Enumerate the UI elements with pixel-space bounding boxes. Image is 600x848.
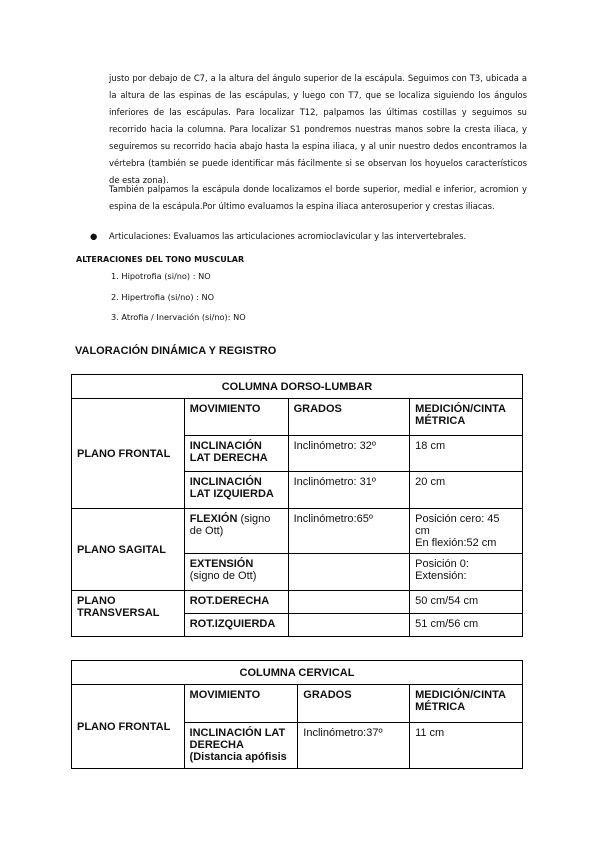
tone-item-2: 2. Hipertrofia (si/no) : NO <box>111 292 215 302</box>
table-title: COLUMNA DORSO-LUMBAR <box>72 375 523 399</box>
tone-item-3: 3. Atrofia / Inervación (si/no): NO <box>111 312 246 322</box>
degrees-cell <box>288 591 410 614</box>
movement-cell: INCLINACIÓN LAT IZQUIERDA <box>184 472 288 509</box>
measure-cell: 20 cm <box>410 472 523 509</box>
movement-cell <box>184 723 298 769</box>
measure-line-1: Posición cero: 45 cm <box>415 513 500 537</box>
movement-cell: ROT.DERECHA <box>184 591 288 614</box>
measure-cell: 51 cm/56 cm <box>410 614 523 637</box>
degrees-cell: Inclinómetro: 31º <box>288 472 410 509</box>
measure-line-2: Extensión: <box>415 570 467 582</box>
measure-line-2: En flexión:52 cm <box>415 537 497 549</box>
header-medicion: MEDICIÓN/CINTA MÉTRICA <box>410 399 523 436</box>
movement-cell <box>184 554 288 591</box>
movement-note: (signo de Ott) <box>189 513 271 537</box>
degrees-cell: Inclinómetro: 32º <box>288 436 410 472</box>
plane-sagital-label: PLANO SAGITAL <box>72 509 185 591</box>
movement-name: EXTENSIÓN <box>189 558 254 570</box>
paragraph-vertebrae-palpation: justo por debajo de C7, a la altura del ángulo superior de la escápula. Seguimos con T3, ubicada a la altura de las espinas de las escápulas, y luego con T7, que se localiza siguiendo los ángulos inferiores de las escápulas. Para localizar T12, palpamos las últimas costillas y seguimos su recorrido hacia la columna. Para localizar S1 pondremos nuestras manos sobre la cresta iliaca, y seguiremos su recorrido hacia abajo hasta la espina iliaca, y al unir nuestro dedos encontramos la vértebra (también se puede identificar más fácilmente si se observan los hoyuelos característicos de esta zona). <box>109 73 527 185</box>
tone-item-1: 1. Hipotrofia (si/no) : NO <box>111 271 211 281</box>
table-row <box>72 591 523 614</box>
measure-cell: 11 cm <box>410 723 523 769</box>
movement-name: FLEXIÓN <box>189 513 238 525</box>
bullet-text: Articulaciones: Evaluamos las articulaciones acromioclavicular y las intervertebrales. <box>109 231 467 241</box>
degrees-cell: Inclinómetro:37º <box>298 723 410 769</box>
section-heading: VALORACIÓN DINÁMICA Y REGISTRO <box>75 345 277 357</box>
header-movimiento: MOVIMIENTO <box>184 685 298 723</box>
degrees-cell <box>288 614 410 637</box>
degrees-cell: Inclinómetro:65º <box>288 509 410 554</box>
plane-frontal-label: PLANO FRONTAL <box>72 399 185 509</box>
movement-name: INCLINACIÓN LAT DERECHA <box>189 727 286 751</box>
movement-note: (signo de Ott) <box>189 570 257 582</box>
header-grados: GRADOS <box>298 685 410 723</box>
degrees-cell <box>288 554 410 591</box>
table-dorso-lumbar <box>71 374 523 637</box>
plane-transversal-label: PLANO TRANSVERSAL <box>72 591 185 637</box>
measure-cell: 18 cm <box>410 436 523 472</box>
plane-frontal-label: PLANO FRONTAL <box>72 685 185 769</box>
bullet-icon: ● <box>90 231 98 241</box>
measure-cell <box>410 509 523 554</box>
measure-cell: 50 cm/54 cm <box>410 591 523 614</box>
bullet-articulations <box>90 230 466 243</box>
header-movimiento: MOVIMIENTO <box>184 399 288 436</box>
movement-cell: ROT.IZQUIERDA <box>184 614 288 637</box>
table-cervical <box>71 660 523 769</box>
header-medicion: MEDICIÓN/CINTA MÉTRICA <box>410 685 523 723</box>
movement-cell <box>184 509 288 554</box>
measure-cell <box>410 554 523 591</box>
movement-cell: INCLINACIÓN LAT DERECHA <box>184 436 288 472</box>
measure-line-1: Posición 0: <box>415 558 469 570</box>
table-row <box>72 509 523 554</box>
movement-note: (Distancia apófisis <box>189 751 287 763</box>
header-grados: GRADOS <box>288 399 410 436</box>
tone-heading: ALTERACIONES DEL TONO MUSCULAR <box>76 255 245 264</box>
table-title: COLUMNA CERVICAL <box>72 661 523 685</box>
paragraph-scapula-palpation: También palpamos la escápula donde localizamos el borde superior, medial e inferior, acromion y espina de la escápula.Por último evaluamos la espina iliaca anterosuperior y crestas iliacas. <box>109 184 527 211</box>
